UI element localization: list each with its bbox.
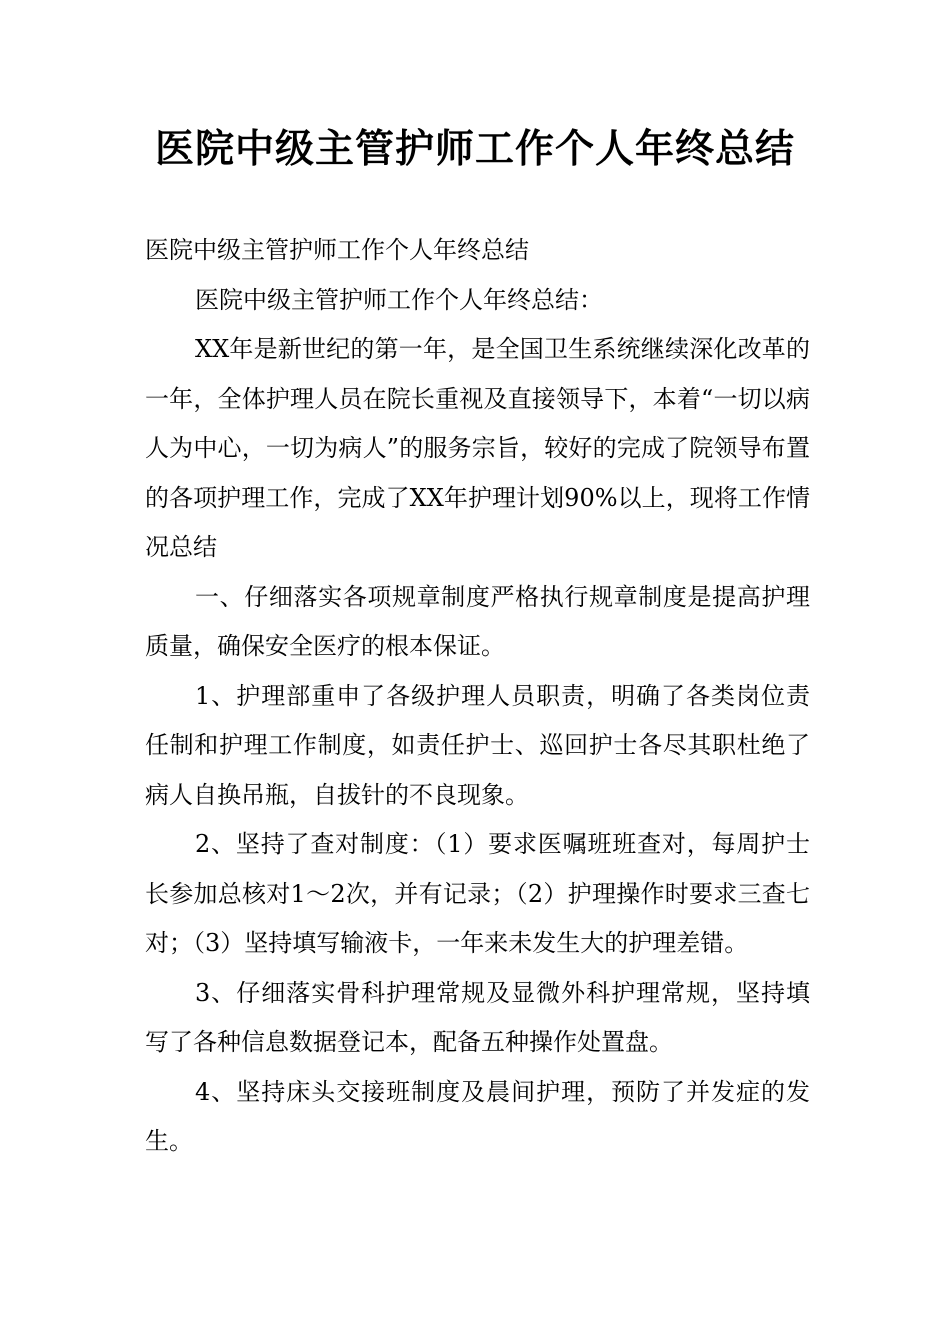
paragraph-item-3: 3、仔细落实骨科护理常规及显微外科护理常规，坚持填写了各种信息数据登记本，配备五种操作处置盘。 <box>145 978 810 1056</box>
paragraph-item-1: 1、护理部重申了各级护理人员职责，明确了各类岗位责任制和护理工作制度，如责任护士、巡回护士各尽其职杜绝了病人自换吊瓶，自拔针的不良现象。 <box>145 681 810 809</box>
paragraph-section-1: 一、仔细落实各项规章制度严格执行规章制度是提高护理质量，确保安全医疗的根本保证。 <box>145 582 810 660</box>
paragraph-item-2: 2、坚持了查对制度：（1）要求医嘱班班查对，每周护士长参加总核对1～2次，并有记录；（2）护理操作时要求三查七对；（3）坚持填写输液卡，一年来未发生大的护理差错。 <box>145 830 810 957</box>
paragraph-intro: XX年是新世纪的第一年，是全国卫生系统继续深化改革的一年，全体护理人员在院长重视及直接领导下，本着“一切以病人为中心，一切为病人”的服务宗旨，较好的完成了院领导布置的各项护理工作，完成了XX年护理计划90%以上，现将工作情况总结 <box>145 335 810 561</box>
document-body <box>145 226 810 1167</box>
document-title: 医院中级主管护师工作个人年终总结 <box>154 127 795 172</box>
paragraph-item-4: 4、坚持床头交接班制度及晨间护理，预防了并发症的发生。 <box>145 1077 810 1155</box>
paragraph-heading: 医院中级主管护师工作个人年终总结： <box>195 285 603 314</box>
paragraph-subtitle: 医院中级主管护师工作个人年终总结 <box>145 236 529 264</box>
